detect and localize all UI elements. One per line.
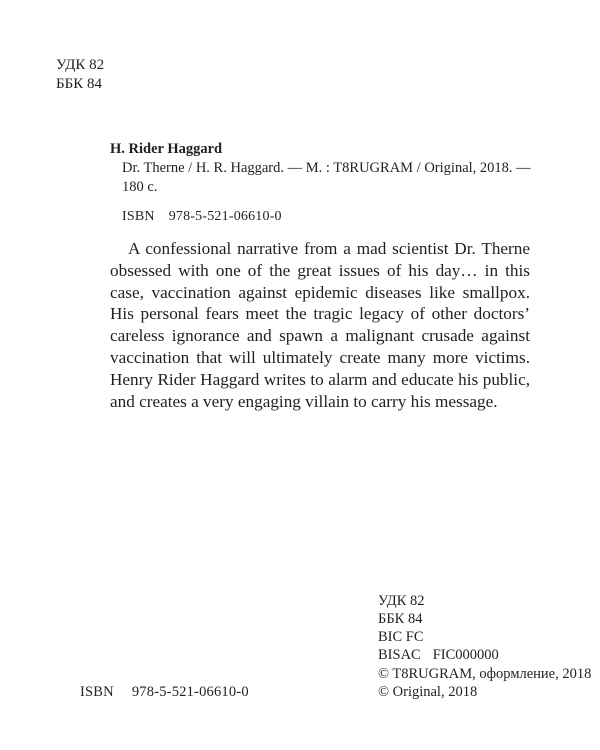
annotation [110, 238, 530, 412]
bibliographic-record [110, 140, 540, 197]
classification-bottom [378, 592, 499, 664]
bisac-row [378, 646, 499, 664]
bic-code: BIC FC [378, 629, 424, 645]
isbn-top [122, 209, 282, 225]
annotation-text: A confessional narrative from a mad scientist Dr. Therne obsessed with one of the great issues of his day… in this case, vaccination against epidemic diseases like smallpox. His personal fears meet the tragic legacy of other doctors’ careless ignorance and spawn a malignant crusade against vaccination that will ultimately create many more victims. Henry Rider Haggard writes to alarm and educate his public, and creates a very engaging villain to carry his message. [110, 239, 530, 411]
isbn-bottom [80, 684, 249, 701]
isbn-label-bottom: ISBN [80, 684, 114, 700]
udk-code-bottom: УДК 82 [378, 593, 425, 609]
udk-code: УДК 82 [56, 57, 105, 73]
bbk-code: ББК 84 [56, 76, 102, 92]
classification-top [56, 56, 104, 94]
bibliographic-description: Dr. Therne / H. R. Haggard. — M. : T8RUGRAM / Original, 2018. — 180 c. [122, 160, 531, 195]
copyright-original: © Original, 2018 [378, 684, 478, 700]
bbk-code-bottom: ББК 84 [378, 611, 423, 627]
author-name: H. Rider Haggard [110, 141, 223, 157]
bisac-label: BISAC [378, 647, 421, 663]
copyright-publisher: © T8RUGRAM, оформление, 2018 [378, 666, 592, 682]
isbn-number: 978-5-521-06610-0 [168, 209, 282, 224]
copyright-block [378, 665, 591, 701]
isbn-number-bottom: 978-5-521-06610-0 [131, 684, 249, 700]
isbn-label: ISBN [122, 209, 155, 224]
bisac-code: FIC000000 [432, 647, 499, 663]
